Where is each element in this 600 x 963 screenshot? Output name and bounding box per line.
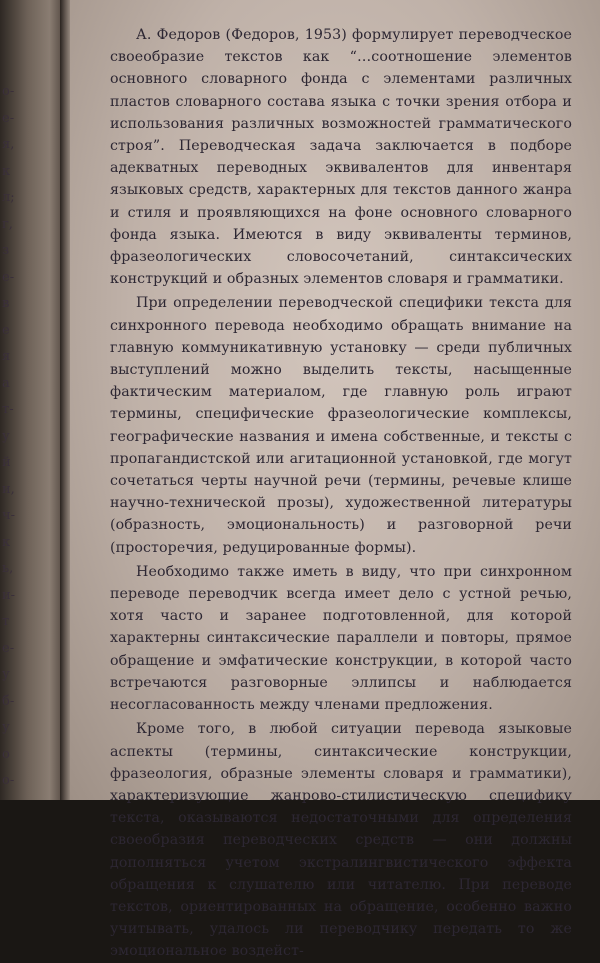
previous-page-fragment: о- bbox=[2, 773, 15, 788]
book-page bbox=[70, 0, 600, 960]
previous-page-fragment: т- bbox=[2, 402, 14, 417]
previous-page-fragment: к bbox=[2, 534, 11, 550]
previous-page-fragment: ч- bbox=[2, 508, 15, 523]
previous-page-fragment: у bbox=[2, 667, 10, 682]
previous-page-fragment: и- bbox=[2, 587, 16, 603]
previous-page-fragment: е bbox=[2, 322, 10, 338]
page-text bbox=[110, 24, 572, 963]
previous-page-fragment: к bbox=[2, 163, 11, 179]
previous-page-fragment: з bbox=[2, 243, 10, 258]
previous-page-fragment: б- bbox=[2, 693, 15, 709]
previous-page-fragment: а bbox=[2, 375, 10, 391]
previous-page-fragment: у bbox=[2, 428, 10, 444]
previous-page-fragment: я bbox=[2, 349, 11, 364]
previous-page-fragment: ь, bbox=[2, 561, 14, 576]
previous-page-fragment: е- bbox=[2, 640, 15, 656]
paragraph-1: А. Федоров (Федоров, 1953) формулирует переводческое своеобразие текстов как “…соотношение элементов основного словарного фонда с элементами различных пластов словарного состава языка с точки зрения отбора и использования различных возможностей грамматического строя”. Переводческая задача заключается в подборе адекватных переводных эквивалентов для инвентаря языковых средств, характерных для текстов данного жанра и стиля и проявляющихся на фоне основного словарного фонда языка. Имеются в виду эквиваленты терминов, фразеологических словосочетаний, синтаксических конструкций и образных элементов словаря и грамматики. bbox=[110, 27, 572, 288]
paragraph-2: При определении переводческой специфики текста для синхронного перевода необходимо обращать внимание на главную коммуникативную установку — среди публичных выступлений можно выделить тексты, насыщенные фактическим материалом, где главную роль играют термины, специфические фразеологические комплексы, географические названия и имена собственные, и тексты с пропагандистской или агитационной установкой, где могут сочетаться черты научной речи (термины, речевые клише научно-технической прозы), художественной литературы (образность, эмоциональность) и разговорной речи (просторечия, редуцированные формы). bbox=[110, 295, 572, 556]
previous-page-fragment: г, bbox=[2, 216, 13, 232]
previous-page-fragment: о bbox=[2, 746, 10, 762]
previous-page-fragment: й bbox=[2, 455, 11, 470]
paragraph-4: Кроме того, в любой ситуации перевода языковые аспекты (термины, синтаксические конструкции, фразеология, образные элементы словаря и грамматики), характеризующие жанрово-стилистическую специфику текста, оказываются недостаточными для определения своеобразия переводческих средств — они должны дополняться учетом экстралингвистического эффекта обращения к слушателю или читателю. При переводе текстов, ориентированных на обращение, особенно важно учитывать, удалось ли переводчику передать то же эмоциональное воздейст- bbox=[110, 721, 572, 960]
previous-page-fragment: и, bbox=[2, 481, 15, 497]
paragraph-3: Необходимо также иметь в виду, что при синхронном переводе переводчик всегда имеет дело с устной речью, хотя часто и заранее подготовленной, для которой характерны синтаксические параллели и повторы, прямое обращение и эмфатические конструкции, в которой часто встречаются разговорные эллипсы и наблюдается несогласованность между членами предложения. bbox=[110, 563, 572, 714]
previous-page-fragment: о- bbox=[2, 84, 15, 99]
previous-page-fragment: у bbox=[2, 720, 10, 735]
previous-page-fragment: е- bbox=[2, 110, 15, 126]
previous-page-edge bbox=[0, 0, 62, 800]
previous-page-fragment: я, bbox=[2, 137, 15, 152]
previous-page-fragment: л; bbox=[2, 190, 15, 205]
previous-page-fragment: е- bbox=[2, 269, 15, 285]
previous-page-fragment: т bbox=[2, 614, 10, 629]
previous-page-fragment: в bbox=[2, 296, 10, 311]
